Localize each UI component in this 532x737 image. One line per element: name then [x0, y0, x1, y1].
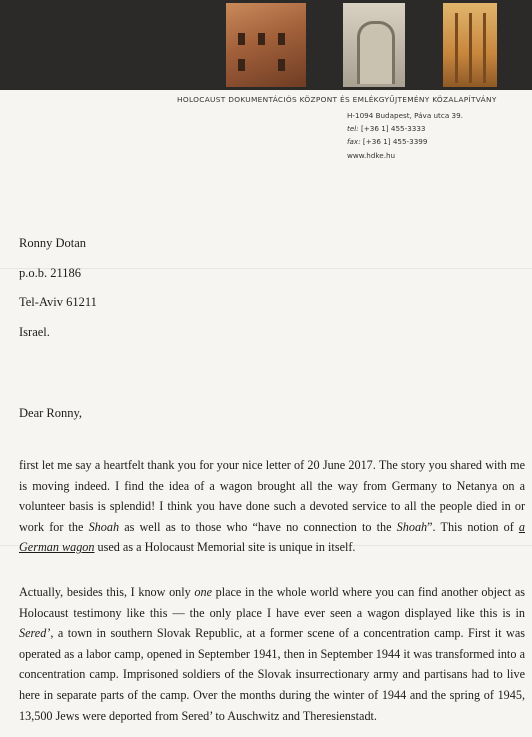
org-address: H-1094 Budapest, Páva utca 39.	[347, 111, 463, 120]
letter-paragraph-2: Actually, besides this, I know only one place in the whole world where you can find another object as Holocaust testimony like this — the only place I have ever seen a wagon displayed like this is in Sered’, a town in southern Slovak Republic, at a former scene of a concentration camp. First it was operated as a labor camp, opened in September 1941, then in September 1944 it was transformed into a concentration camp. Imprisoned soldiers of the Slovak insurrectionary army and partisans had to live here in separate parts of the camp. Over the months during the winter of 1944 and the spring of 1945, 13,500 Jews were deported from Sered’ to Auschwitz and Theresienstadt.	[19, 585, 525, 723]
tel-label: tel:	[347, 124, 359, 134]
recipient-city: Tel-Aviv 61211	[19, 295, 97, 309]
brick-building-photo	[226, 3, 306, 87]
recipient-pobox: p.o.b. 21186	[19, 266, 82, 280]
letter-paragraph-1: first let me say a heartfelt thank you for your nice letter of 20 June 2017. The story you shared with me is moving indeed. I find the idea of a wagon brought all the way from Germany to Netanya on a volunteer basis is splendid! I think you have done such a devoted service to all the people died in or work for the Shoah as well as to those who “have no connection to the Shoah”. This notion of a German wagon used as a Holocaust Memorial site is unique in itself.	[19, 458, 525, 555]
org-website: www.hdke.hu	[347, 150, 396, 160]
organization-contact	[347, 109, 463, 162]
interior-columns-photo	[443, 3, 497, 87]
recipient-country: Israel.	[19, 325, 50, 339]
tel-number: [+36 1] 455-3333	[360, 124, 426, 134]
org-fax	[347, 135, 463, 148]
fax-number: [+36 1] 455-3399	[362, 137, 428, 147]
synagogue-facade-photo	[343, 3, 405, 87]
organization-name: HOLOCAUST DOKUMENTÁCIÓS KÖZPONT ÉS EMLÉKGYŰJTEMÉNY KÖZALAPÍTVÁNY	[177, 95, 497, 104]
org-tel	[347, 122, 463, 135]
fax-label: fax:	[347, 137, 361, 147]
letter-greeting: Dear Ronny,	[19, 406, 83, 420]
letterhead-banner	[0, 0, 532, 90]
recipient-name: Ronny Dotan	[19, 236, 87, 250]
